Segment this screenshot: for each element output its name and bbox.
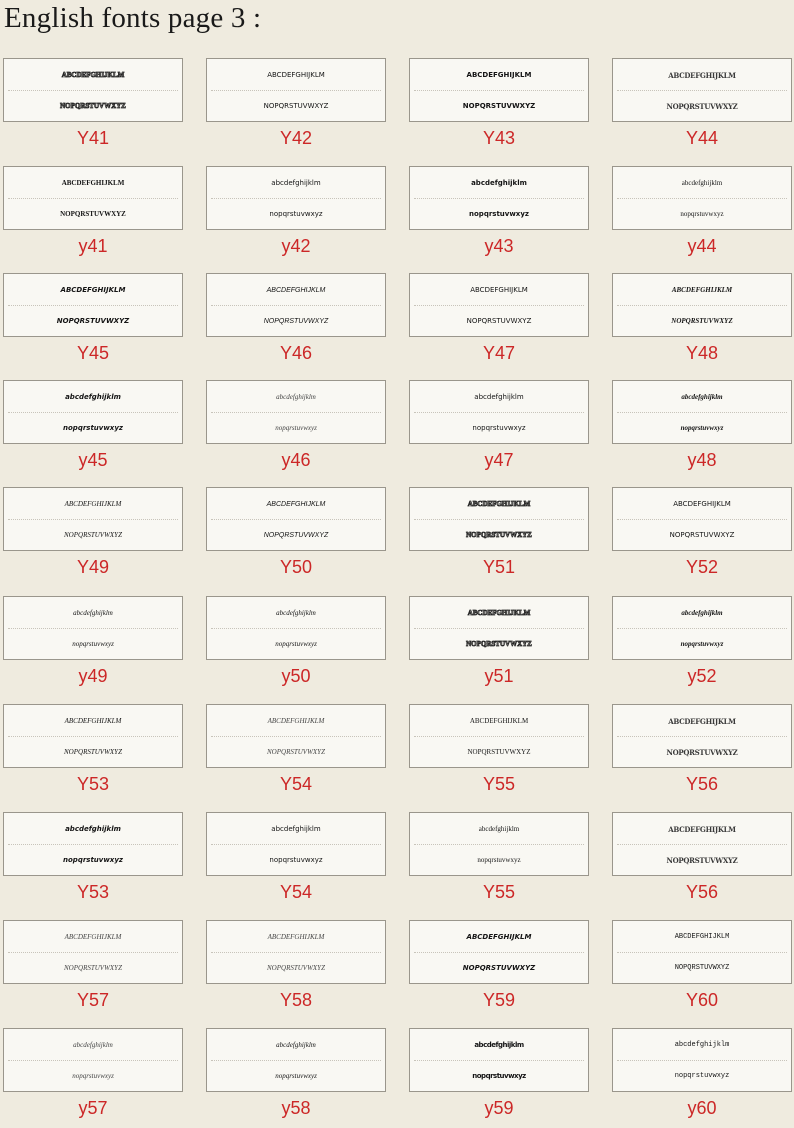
font-sample-y54-25[interactable] bbox=[206, 704, 392, 804]
font-code-label: Y53 bbox=[76, 882, 110, 902]
font-sample-y50-21[interactable] bbox=[206, 596, 392, 696]
font-sample-box bbox=[409, 273, 589, 337]
font-code-label: Y60 bbox=[685, 990, 719, 1010]
page-title: English fonts page 3 : bbox=[4, 2, 262, 34]
sample-line-upper: ABCDEFGHIJKLM bbox=[469, 716, 529, 725]
font-sample-box bbox=[206, 1028, 386, 1092]
sample-line-upper: ABCDEFGHIJKLM bbox=[61, 178, 125, 187]
sample-line-lower: nopqrstuvwxyz bbox=[72, 1071, 114, 1080]
font-code-label: y57 bbox=[78, 1098, 108, 1118]
font-sample-y44-3[interactable] bbox=[612, 58, 794, 158]
font-sample-box bbox=[612, 166, 792, 230]
font-sample-y56-27[interactable] bbox=[612, 704, 794, 804]
sample-line-lower: nopqrstuvwxyz bbox=[680, 639, 724, 648]
font-code-label: Y55 bbox=[482, 774, 516, 794]
sample-line-upper: abcdefghijklm bbox=[271, 178, 321, 187]
sample-line-lower: nopqrstuvwxyz bbox=[275, 423, 317, 432]
sample-line-upper: ABCDEFGHIJKLM bbox=[61, 70, 125, 79]
font-sample-y45-8[interactable] bbox=[3, 273, 189, 373]
sample-line-lower: nopqrstuvwxyz bbox=[72, 639, 114, 648]
font-sample-y47-14[interactable] bbox=[409, 380, 595, 480]
font-code-label: y49 bbox=[78, 666, 108, 686]
sample-line-lower: NOPQRSTUVWXYZ bbox=[467, 747, 531, 756]
sample-line-lower: NOPQRSTUVWXYZ bbox=[263, 101, 329, 110]
font-sample-box bbox=[612, 596, 792, 660]
sample-line-lower: NOPQRSTUVWXYZ bbox=[666, 855, 738, 865]
font-sample-y58-33[interactable] bbox=[206, 920, 392, 1020]
font-code-label: y42 bbox=[281, 236, 311, 256]
sample-line-lower: NOPQRSTUVWXYZ bbox=[671, 316, 733, 325]
sample-line-upper: abcdefghijklm bbox=[65, 392, 121, 401]
font-code-label: y41 bbox=[78, 236, 108, 256]
font-sample-box bbox=[3, 920, 183, 984]
font-code-label: y47 bbox=[484, 450, 514, 470]
sample-line-upper: abcdefghijklm bbox=[271, 824, 321, 833]
font-sample-box bbox=[409, 704, 589, 768]
font-code-label: y59 bbox=[484, 1098, 514, 1118]
sample-line-upper: ABCDEFGHIJKLM bbox=[60, 285, 126, 294]
sample-line-upper: abcdefghijklm bbox=[276, 392, 316, 401]
font-sample-y57-32[interactable] bbox=[3, 920, 189, 1020]
font-code-label: y60 bbox=[687, 1098, 717, 1118]
sample-line-lower: NOPQRSTUVWXYZ bbox=[462, 101, 536, 110]
sample-line-lower: nopqrstuvwxyz bbox=[275, 639, 317, 648]
font-sample-y52-23[interactable] bbox=[612, 596, 794, 696]
font-sample-box bbox=[612, 920, 792, 984]
font-sample-box bbox=[3, 58, 183, 122]
font-sample-box bbox=[612, 704, 792, 768]
font-sample-y50-17[interactable] bbox=[206, 487, 392, 587]
font-sample-box bbox=[612, 1028, 792, 1092]
font-sample-y46-9[interactable] bbox=[206, 273, 392, 373]
font-sample-y48-15[interactable] bbox=[612, 380, 794, 480]
font-sample-y44-7[interactable] bbox=[612, 166, 794, 266]
sample-line-upper: abcdefghijklm bbox=[681, 392, 723, 401]
sample-line-upper: ABCDEFGHIJKLM bbox=[673, 499, 731, 508]
font-sample-box bbox=[409, 596, 589, 660]
font-code-label: Y54 bbox=[279, 774, 313, 794]
font-sample-box bbox=[409, 1028, 589, 1092]
sample-line-lower: nopqrstuvwxyz bbox=[472, 1071, 526, 1080]
font-code-label: y48 bbox=[687, 450, 717, 470]
sample-line-upper: abcdefghijklm bbox=[471, 178, 527, 187]
sample-line-upper: ABCDEFGHIJKLM bbox=[470, 285, 528, 294]
font-sample-y48-11[interactable] bbox=[612, 273, 794, 373]
sample-line-upper: abcdefghijklm bbox=[681, 178, 723, 187]
sample-line-lower: NOPQRSTUVWXYZ bbox=[267, 747, 325, 756]
font-sample-y43-2[interactable] bbox=[409, 58, 595, 158]
sample-line-lower: NOPQRSTUVWXYZ bbox=[669, 530, 735, 539]
font-sample-box bbox=[206, 596, 386, 660]
sample-line-lower: NOPQRSTUVWXYZ bbox=[466, 316, 532, 325]
sample-line-lower: NOPQRSTUVWXYZ bbox=[674, 963, 730, 972]
sample-line-upper: ABCDEFGHIJKLM bbox=[267, 932, 325, 941]
font-sample-box bbox=[206, 380, 386, 444]
sample-line-lower: nopqrstuvwxyz bbox=[680, 423, 724, 432]
font-sample-y60-39[interactable] bbox=[612, 1028, 794, 1128]
sample-line-upper: ABCDEFGHIJKLM bbox=[671, 285, 733, 294]
font-sample-box bbox=[3, 596, 183, 660]
font-sample-box bbox=[3, 1028, 183, 1092]
font-sample-box bbox=[409, 380, 589, 444]
sample-line-lower: NOPQRSTUVWXYZ bbox=[64, 963, 122, 972]
sample-line-upper: abcdefghijklm bbox=[474, 392, 524, 401]
font-sample-box bbox=[206, 487, 386, 551]
sample-line-upper: abcdefghijklm bbox=[73, 608, 113, 617]
font-sample-y51-22[interactable] bbox=[409, 596, 595, 696]
sample-line-lower: nopqrstuvwxyz bbox=[472, 423, 526, 432]
font-sample-y47-10[interactable] bbox=[409, 273, 595, 373]
font-code-label: Y54 bbox=[279, 882, 313, 902]
sample-line-upper: ABCDEFGHIJKLM bbox=[64, 716, 122, 725]
sample-line-lower: nopqrstuvwxyz bbox=[269, 855, 323, 864]
font-sample-y55-26[interactable] bbox=[409, 704, 595, 804]
font-code-label: y45 bbox=[78, 450, 108, 470]
sample-line-lower: NOPQRSTUVWXYZ bbox=[60, 101, 126, 110]
sample-line-upper: ABCDEFGHIJKLM bbox=[674, 932, 730, 941]
sample-line-upper: abcdefghijklm bbox=[73, 1040, 113, 1049]
sample-line-lower: NOPQRSTUVWXYZ bbox=[64, 747, 122, 756]
sample-line-lower: nopqrstuvwxyz bbox=[674, 1071, 730, 1080]
font-sample-box bbox=[409, 166, 589, 230]
font-sample-box bbox=[3, 166, 183, 230]
sample-line-upper: ABCDEFGHIJKLM bbox=[64, 932, 122, 941]
sample-line-upper: ABCDEFGHIJKLM bbox=[466, 932, 532, 941]
font-sample-y45-12[interactable] bbox=[3, 380, 189, 480]
font-sample-box bbox=[612, 487, 792, 551]
font-sample-box bbox=[3, 380, 183, 444]
font-code-label: Y56 bbox=[685, 774, 719, 794]
font-sample-y43-6[interactable] bbox=[409, 166, 595, 266]
font-code-label: y52 bbox=[687, 666, 717, 686]
font-sample-y51-18[interactable] bbox=[409, 487, 595, 587]
font-code-label: Y56 bbox=[685, 882, 719, 902]
font-code-label: Y52 bbox=[685, 557, 719, 577]
sample-line-lower: nopqrstuvwxyz bbox=[477, 855, 521, 864]
sample-line-lower: NOPQRSTUVWXYZ bbox=[666, 747, 738, 757]
font-sample-y59-38[interactable] bbox=[409, 1028, 595, 1128]
font-code-label: Y48 bbox=[685, 343, 719, 363]
font-sample-y53-28[interactable] bbox=[3, 812, 189, 912]
sample-line-upper: abcdefghijklm bbox=[276, 1040, 316, 1049]
font-code-label: y58 bbox=[281, 1098, 311, 1118]
font-sample-y42-1[interactable] bbox=[206, 58, 392, 158]
font-code-label: y46 bbox=[281, 450, 311, 470]
font-code-label: Y55 bbox=[482, 882, 516, 902]
sample-line-upper: ABCDEFGHIJKLM bbox=[467, 608, 531, 617]
sample-line-upper: ABCDEFGHIJKLM bbox=[668, 70, 736, 80]
font-code-label: Y57 bbox=[76, 990, 110, 1010]
sample-line-upper: ABCDEFGHIJKLM bbox=[266, 500, 326, 508]
sample-line-lower: NOPQRSTUVWXYZ bbox=[666, 101, 738, 111]
sample-line-lower: NOPQRSTUVWXYZ bbox=[56, 316, 130, 325]
sample-line-upper: abcdefghijklm bbox=[65, 824, 121, 833]
font-code-label: Y44 bbox=[685, 128, 719, 148]
sample-line-lower: nopqrstuvwxyz bbox=[469, 209, 529, 218]
sample-line-upper: abcdefghijklm bbox=[674, 1040, 730, 1049]
font-code-label: Y41 bbox=[76, 128, 110, 148]
font-sample-box bbox=[206, 812, 386, 876]
font-sample-box bbox=[3, 487, 183, 551]
font-sample-box bbox=[409, 812, 589, 876]
font-sample-y41-0[interactable] bbox=[3, 58, 189, 158]
font-sample-y53-24[interactable] bbox=[3, 704, 189, 804]
font-sample-y41-4[interactable] bbox=[3, 166, 189, 266]
sample-line-upper: ABCDEFGHIJKLM bbox=[668, 824, 736, 834]
sample-line-upper: abcdefghijklm bbox=[474, 1040, 524, 1049]
sample-line-upper: ABCDEFGHIJKLM bbox=[267, 70, 325, 79]
sample-line-lower: NOPQRSTUVWXYZ bbox=[263, 317, 329, 325]
font-sample-y57-36[interactable] bbox=[3, 1028, 189, 1128]
font-code-label: Y43 bbox=[482, 128, 516, 148]
sample-line-lower: nopqrstuvwxyz bbox=[680, 209, 724, 218]
sample-line-lower: nopqrstuvwxyz bbox=[63, 423, 123, 432]
sample-line-lower: nopqrstuvwxyz bbox=[275, 1071, 317, 1080]
font-code-label: y43 bbox=[484, 236, 514, 256]
font-code-label: Y46 bbox=[279, 343, 313, 363]
font-sample-y42-5[interactable] bbox=[206, 166, 392, 266]
font-sample-box bbox=[206, 166, 386, 230]
font-sample-box bbox=[206, 920, 386, 984]
font-code-label: y51 bbox=[484, 666, 514, 686]
sample-line-upper: ABCDEFGHIJKLM bbox=[266, 286, 326, 294]
font-code-label: Y42 bbox=[279, 128, 313, 148]
font-sample-box bbox=[206, 704, 386, 768]
font-code-label: Y53 bbox=[76, 774, 110, 794]
font-sample-y56-31[interactable] bbox=[612, 812, 794, 912]
font-sample-y54-29[interactable] bbox=[206, 812, 392, 912]
font-sample-box bbox=[612, 58, 792, 122]
font-sample-y52-19[interactable] bbox=[612, 487, 794, 587]
font-code-label: Y49 bbox=[76, 557, 110, 577]
sample-line-lower: NOPQRSTUVWXYZ bbox=[466, 639, 532, 648]
font-sample-box bbox=[3, 273, 183, 337]
font-sample-box bbox=[409, 58, 589, 122]
font-sample-box bbox=[206, 58, 386, 122]
sample-line-lower: nopqrstuvwxyz bbox=[269, 209, 323, 218]
font-sample-box bbox=[612, 273, 792, 337]
sample-line-lower: NOPQRSTUVWXYZ bbox=[466, 530, 532, 539]
sample-line-upper: ABCDEFGHIJKLM bbox=[668, 716, 736, 726]
sample-line-upper: ABCDEFGHIJKLM bbox=[467, 499, 531, 508]
font-sample-y60-35[interactable] bbox=[612, 920, 794, 1020]
font-code-label: Y47 bbox=[482, 343, 516, 363]
font-code-label: Y59 bbox=[482, 990, 516, 1010]
sample-line-upper: abcdefghijklm bbox=[478, 824, 520, 833]
font-sample-box bbox=[409, 920, 589, 984]
font-sample-box bbox=[3, 812, 183, 876]
sample-line-lower: NOPQRSTUVWXYZ bbox=[263, 531, 329, 539]
font-code-label: y44 bbox=[687, 236, 717, 256]
font-code-label: Y50 bbox=[279, 557, 313, 577]
sample-line-upper: abcdefghijklm bbox=[681, 608, 723, 617]
font-code-label: Y45 bbox=[76, 343, 110, 363]
font-sample-y55-30[interactable] bbox=[409, 812, 595, 912]
font-sample-y58-37[interactable] bbox=[206, 1028, 392, 1128]
font-sample-y49-16[interactable] bbox=[3, 487, 189, 587]
font-sample-y46-13[interactable] bbox=[206, 380, 392, 480]
sample-line-lower: NOPQRSTUVWXYZ bbox=[267, 963, 325, 972]
sample-line-upper: ABCDEFGHIJKLM bbox=[267, 716, 325, 725]
sample-line-upper: abcdefghijklm bbox=[276, 608, 316, 617]
sample-line-lower: NOPQRSTUVWXYZ bbox=[64, 530, 122, 539]
sample-line-lower: NOPQRSTUVWXYZ bbox=[462, 963, 536, 972]
sample-line-lower: NOPQRSTUVWXYZ bbox=[60, 209, 126, 218]
sample-line-upper: ABCDEFGHIJKLM bbox=[466, 70, 532, 79]
font-code-label: y50 bbox=[281, 666, 311, 686]
font-sample-box bbox=[206, 273, 386, 337]
font-sample-y49-20[interactable] bbox=[3, 596, 189, 696]
font-code-label: Y51 bbox=[482, 557, 516, 577]
font-sample-box bbox=[3, 704, 183, 768]
font-sample-box bbox=[409, 487, 589, 551]
sample-line-lower: nopqrstuvwxyz bbox=[63, 855, 123, 864]
font-sample-y59-34[interactable] bbox=[409, 920, 595, 1020]
font-code-label: Y58 bbox=[279, 990, 313, 1010]
sample-line-upper: ABCDEFGHIJKLM bbox=[64, 499, 122, 508]
font-sample-box bbox=[612, 812, 792, 876]
font-sample-box bbox=[612, 380, 792, 444]
